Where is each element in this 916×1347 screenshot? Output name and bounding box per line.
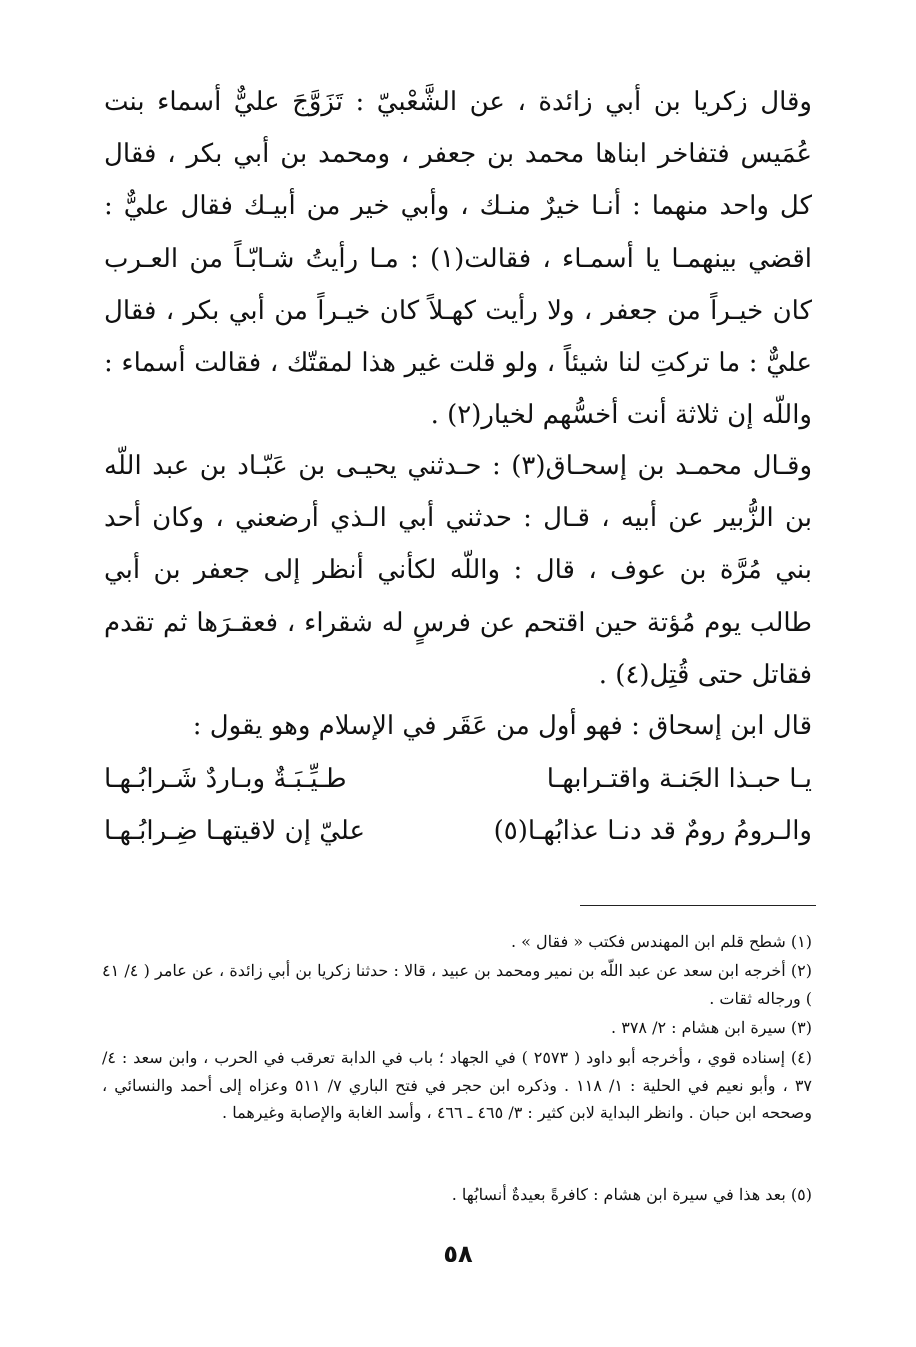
footnote: (٢) أخرجه ابن سعد عن عبد اللّه بن نمير ومحمد بن عبيد ، قالا : حدثنا زكريا بن أبي زائدة ، عن عامر ( ٤/ ٤١ ) ورجاله ثقات . bbox=[102, 961, 812, 1008]
footnote: (٤) إسناده قوي ، وأخرجه أبو داود ( ٢٥٧٣ ) في الجهاد ؛ باب في الدابة تعرقب في الحرب ، وابن سعد : ٤/ ٣٧ ، وأبو نعيم في الحلية : ١/ ١١٨ . وذكره ابن حجر في فتح الباري ٧/ ٥١١ وعزاه إلى أحمد والنسائي ، وصححه ابن حبان . وانظر البداية لابن كثير : ٣/ ٤٦٥ ـ ٤٦٦ ، وأسد الغابة والإصابة وغيرهما . bbox=[102, 1048, 812, 1122]
page-number: ٥٨ bbox=[443, 1240, 473, 1268]
poem-hemistich-first: والـرومُ رومٌ قد دنـا عذابُهـا(٥) bbox=[493, 816, 812, 846]
paragraph-ibn-ishaq-narration: وقـال محمـد بن إسحـاق(٣) : حـدثني يحيـى بن عَبّـاد بن عبد اللّه بن الزُّبير عن أبيه ، قـال : حدثني أبي الـذي أرضعني ، وكان أحد بني مُرَّة بن عوف ، قال : واللّه لكأني أنظر إلى جعفر بن أبي طالب يوم مُؤتة حين اقتحم عن فرسٍ له شقراء ، فعقـرَها ثم تقدم فقاتل حتى قُتِل(٤) . bbox=[104, 451, 813, 690]
footnote: (٥) بعد هذا في سيرة ابن هشام : كافرةً بعيدةٌ أنسابُها . bbox=[451, 1185, 812, 1204]
poem-hemistich-first: يـا حبـذا الجَنـة واقتـرابهـا bbox=[546, 764, 812, 794]
footnote: (١) شطح قلم ابن المهندس فكتب « فقال » . bbox=[510, 932, 812, 951]
poem-verse bbox=[104, 816, 812, 868]
paragraph-asma-bint-umays: وقال زكريا بن أبي زائدة ، عن الشَّعْبيّ : تَزَوَّجَ عليٌّ أسماء بنت عُمَيس فتفاخر ابناها محمد بن جعفر ، ومحمد بن أبي بكر ، فقال كل واحد منهما : أنـا خيرٌ منـك ، وأبي خير من أبيـك فقال عليٌّ : اقضي بينهمـا يا أسمـاء ، فقالت(١) : مـا رأيتُ شـابّـاً من العـرب كان خيـراً من جعفر ، ولا رأيت كهـلاً كان خيـراً من أبي بكر ، فقال عليٌّ : ما تركتِ لنا شيئاً ، ولو قلت غير هذا لمقتّك ، فقالت أسماء : واللّه إن ثلاثة أنت أخسُّهم لخيار(٢) . bbox=[104, 87, 812, 431]
footnote-divider bbox=[580, 905, 816, 906]
poem-hemistich-second: طـيِّـبَـةٌ وبـاردٌ شَـرابُـهـا bbox=[104, 764, 347, 794]
poem-hemistich-second: عليّ إن لاقيتهـا ضِـرابُـهـا bbox=[104, 816, 366, 846]
paragraph-poem-intro: قال ابن إسحاق : فهو أول من عَقَر في الإسلام وهو يقول : bbox=[192, 711, 812, 741]
footnote: (٣) سيرة ابن هشام : ٢/ ٣٧٨ . bbox=[611, 1018, 812, 1037]
poem-verse bbox=[104, 764, 812, 816]
